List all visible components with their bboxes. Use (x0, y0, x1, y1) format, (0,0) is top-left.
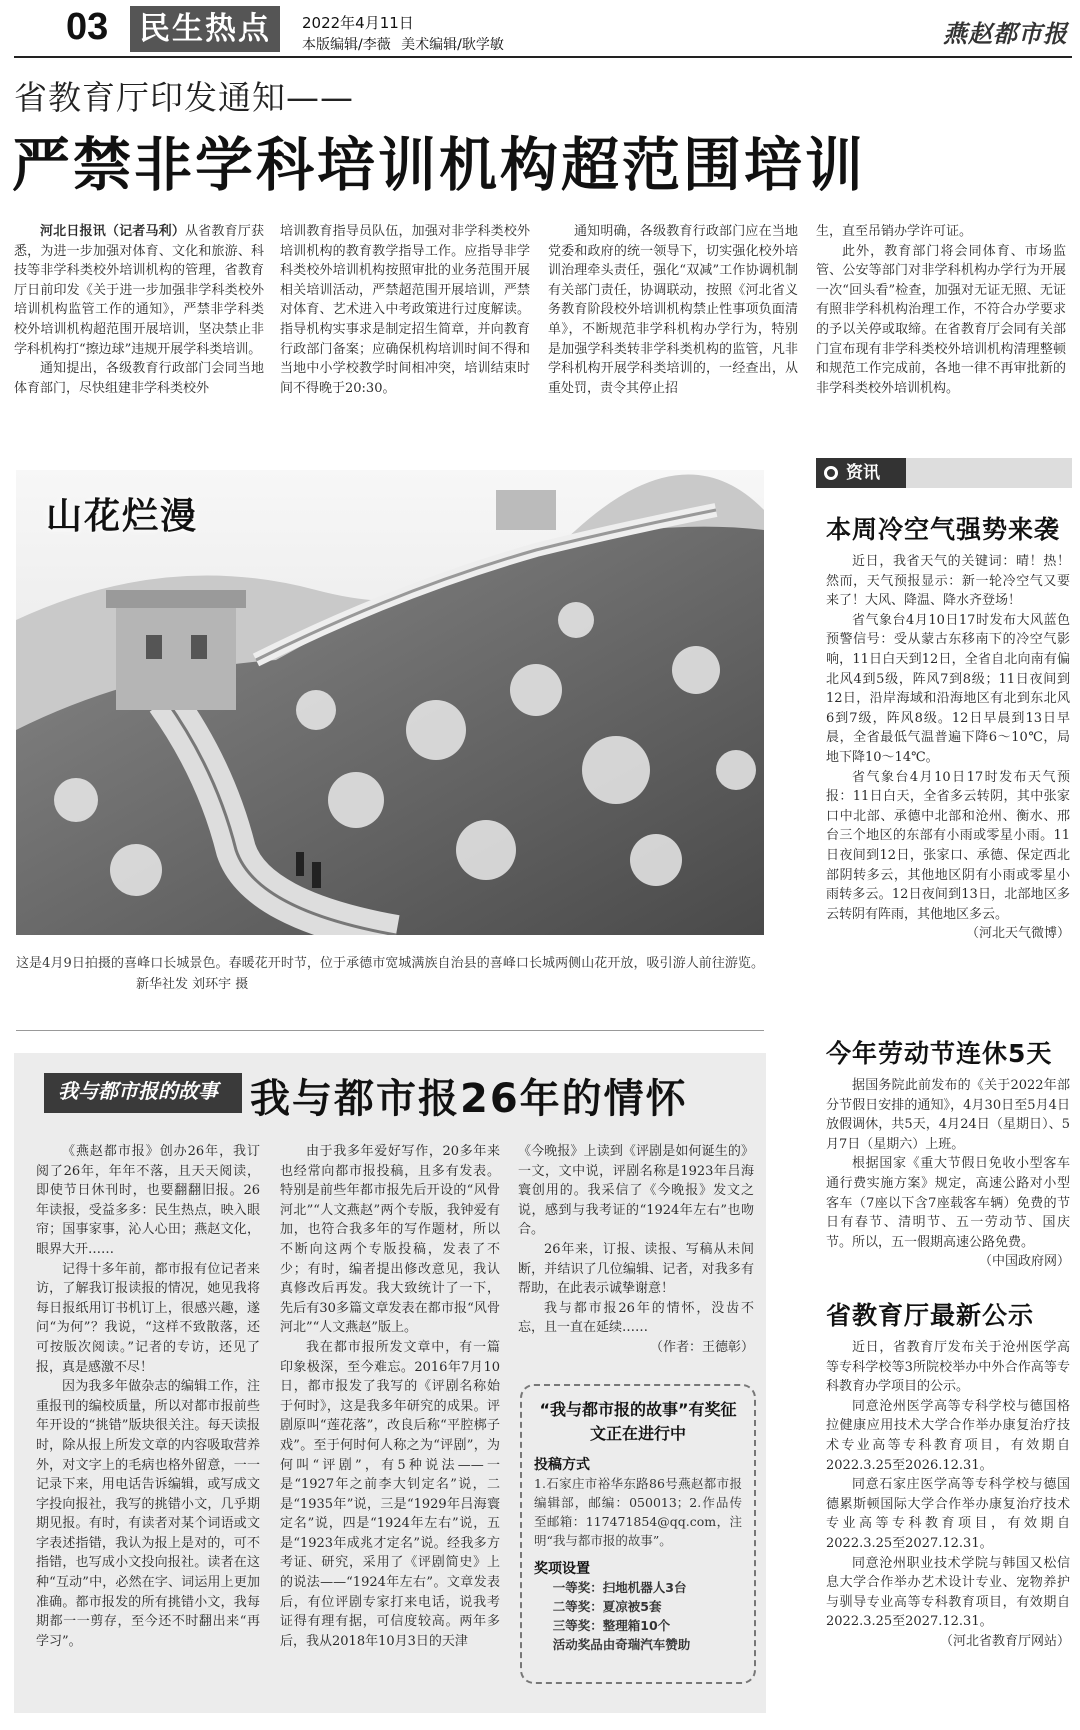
feature-paragraph: 记得十多年前，都市报有位记者来访，了解我订报读报的情况，她见我将每日报纸用订书机订上，很感兴趣，遂问“为何”？我说，“这样不致散落，还可按版次阅读。”记者的专访，还见了报，真是感激不尽！ (36, 1261, 260, 1375)
news-paragraph: 同意沧州职业技术学院与韩国又松信息大学合作举办艺术设计专业、宠物养护与驯导专业高等专科教育项目，有效期自2022.3.25至2027.12.31。 (826, 1555, 1070, 1630)
news-tab-text: 资讯 (846, 463, 880, 483)
section-divider (16, 1030, 764, 1031)
contest-prize: 一等奖：扫地机器人3台 (552, 1580, 687, 1595)
feature-paragraph: 《燕赵都市报》创办26年，我订阅了26年，年年不落，且天天阅读，即使节日休刊时，也要翻翻旧报。26年读报，受益多多：民生热点，映入眼帘；国事家事，沁人心田；燕赵文化，眼界大开…… (36, 1144, 260, 1257)
great-wall-photo (16, 470, 764, 935)
news-source: （河北省教育厅网站） (939, 1633, 1070, 1649)
contest-sponsor: 活动奖品由奇瑞汽车赞助 (552, 1637, 691, 1652)
feature-paragraph: 我与都市报26年的情怀，没齿不忘，且一直在延续…… (518, 1300, 754, 1336)
news-headline: 省教育厅最新公示 (826, 1301, 1035, 1330)
news-body (826, 552, 1070, 944)
lead-paragraph: 通知明确，各级教育行政部门应在当地党委和政府的统一领导下，切实强化校外培训治理牵头责任，强化“双减”工作协调机制有关部门责任，协调联动，按照《河北省义务教育阶段校外培训机构禁止性事项负面清单》，不断规范非学科机构办学行为，特别是加强学科类转非学科类机构的监管，凡非学科机构开展学科类培训的，一经查出，从重处罚，责令其停止招 (548, 224, 798, 396)
feature-column-1 (36, 1142, 260, 1651)
lead-paragraph: 生，直至吊销办学许可证。 (816, 224, 973, 239)
feature-title: 我与都市报26年的情怀 (250, 1076, 688, 1122)
news-headline: 今年劳动节连休5天 (826, 1039, 1053, 1068)
news-paragraph: 近日，我省天气的关键词：晴！热！然而，天气预报显示：新一轮冷空气又要来了！大风、降温、降水齐登场！ (826, 554, 1070, 609)
circle-icon (824, 466, 838, 480)
lead-paragraph: 通知提出，各级教育行政部门会同当地体育部门，尽快组建非学科类校外 (14, 361, 264, 396)
lead-paragraph: 从省教育厅获悉，为进一步加强对体育、文化和旅游、科技等非学科类校外培训机构的管理，省教育厅日前印发《关于进一步加强非学科类校外培训机构监管工作的通知》，严禁非学科类校外培训机构超范围开展培训，坚决禁止非学科机构打“擦边球”违规开展学科类培训。 (14, 224, 264, 357)
lead-kicker: 省教育厅印发通知—— (14, 78, 354, 117)
feature-column-2 (280, 1142, 500, 1651)
news-body (826, 1076, 1070, 1272)
news-body (826, 1338, 1070, 1652)
news-paragraph: 据国务院此前发布的《关于2022年部分节假日安排的通知》，4月30日至5月4日放假调休，共5天，4月24日（星期日）、5月7日（星期六）上班。 (826, 1078, 1070, 1152)
news-paragraph: 同意石家庄医学高等专科学校与德国德累斯顿国际大学合作举办康复治疗技术专业高等专科教育项目，有效期自2022.3.25至2027.12.31。 (826, 1477, 1070, 1551)
feature-author: （作者：王德彰） (649, 1339, 754, 1355)
feature-column-3 (518, 1142, 754, 1358)
issue-date: 2022年4月11日 (302, 14, 414, 32)
masthead-rule (14, 56, 1072, 58)
badge-prefix: 我与 (58, 1079, 98, 1103)
photo-caption-text: 这是4月9日拍摄的喜峰口长城景色。春暖花开时节，位于承德市宽城满族自治县的喜峰口长城两侧山花开放，吸引游人前往游览。 (16, 956, 764, 971)
section-label: 民生热点 (130, 6, 280, 52)
news-paragraph: 近日，省教育厅发布关于沧州医学高等专科学校等3所院校举办中外合作高等专科教育办学项目的公示。 (826, 1340, 1070, 1395)
contest-prize: 二等奖：夏凉被5套 (552, 1599, 662, 1614)
contest-box (520, 1384, 756, 1684)
badge-suffix: 的故事 (158, 1079, 218, 1103)
news-source: （中国政府网） (978, 1254, 1070, 1270)
news-paragraph: 省气象台4月10日17时发布大风蓝色预警信号：受从蒙古东移南下的冷空气影响，11日白天到12日，全省自北向南有偏北风4到5级，阵风7到8级；11日夜间到12日，沿岸海域和沿海地区有北到东北风6到7级，阵风8级。12日早晨到13日早晨，全省最低气温普遍下降6～10℃，局地下降10～14℃。 (826, 612, 1070, 765)
feature-paragraph: 26年来，订报、读报、写稿从未间断，并结识了几位编辑、记者，对我多有帮助，在此表示诚挚谢意！ (518, 1241, 754, 1297)
feature-paragraph: 《今晚报》上读到《评剧是如何诞生的》一文，文中说，评剧名称是1923年吕海寰创用的。我采信了《今晚报》发文之说，感到与我考证的“1924年左右”也吻合。 (518, 1144, 754, 1238)
newspaper-logo: 燕赵都市报 (943, 19, 1068, 48)
news-source: （河北天气微博） (965, 926, 1070, 942)
lead-headline: 严禁非学科培训机构超范围培训 (12, 131, 867, 199)
feature-paragraph: 因为我多年做杂志的编辑工作，注重报刊的编校质量，所以对都市报前些年开设的“挑错”版块很关注。每天读报时，除从报上所发文章的内容吸取营养外，对文字上的毛病也格外留意，一一记录下来，用电话告诉编辑，或写成文字投向报社，我写的挑错小文，几乎期期见报。有时，有读者对某个词语或文字表述指错，我认为报上是对的，可不指错，也写成小文投向报社。读者在这种“互动”中，必然在字、词运用上更加准确。都市报发的所有挑错小文，我每期都一一剪存，至今还不时翻出来“再学习”。 (36, 1379, 260, 1649)
contest-title: “我与都市报的故事”有奖征文正在进行中 (539, 1400, 737, 1443)
lead-paragraph: 此外，教育部门将会同体育、市场监管、公安等部门对非学科机构办学行为开展一次“回头看”检查，加强对无证无照、无证有照非学科机构治理工作，不符合办学要求的予以关停或取缔。在省教育厅会同有关部门宣布现有非学科类校外培训机构清理整顿和规范工作完成前，各地一律不再审批新的非学科类校外培训机构。 (816, 243, 1066, 396)
contest-prize: 三等奖：整理箱10个 (552, 1618, 671, 1633)
news-tab-label (816, 458, 906, 488)
masthead (0, 0, 1080, 56)
news-paragraph: 同意沧州医学高等专科学校与德国格拉健康应用技术大学合作举办康复治疗技术专业高等专科教育项目，有效期自2022.3.25至2026.12.31。 (826, 1398, 1070, 1473)
photo-credit: 新华社发 刘环宇 摄 (136, 977, 249, 992)
lead-byline: 河北日报讯（记者马利） (40, 224, 186, 239)
feature-paragraph: 我在都市报所发文章中，有一篇印象极深，至今难忘。2016年7月10日，都市报发了我写的《评剧名称始于何时》，这是我多年研究的成果。评剧原叫“莲花落”，改良后称“平腔梆子戏”。至于何时何人称之为“评剧”，为何叫“评剧”，有5种说法——一是“1927年之前李大钊定名”说，二是“1935年”说，三是“1929年吕海寰定名”说，四是“1924年左右”说，五是“1923年成兆才定名”说。经我多方考证、研究，采用了《评剧简史》上的说法——“1924年左右”。文章发表后，有位评剧专家打来电话，说我考证得有理有据，可信度较高。两年多后，我从2018年10月3日的天津 (280, 1339, 500, 1649)
badge-brand: 都市报 (98, 1079, 158, 1103)
feature-paragraph: 由于我多年爱好写作，20多年来也经常向都市报投稿，且多有发表。特别是前些年都市报先后开设的“风骨河北”“人文燕赵”两个专版，我钟爱有加，也符合我多年的写作题材，所以不断向这两个专版投稿，发表了不少；有时，编者提出修改意见，我认真修改后再发。我大致统计了一下，先后有30多篇文章发表在都市报“风骨河北”“人文燕赵”版上。 (280, 1144, 500, 1336)
contest-method-heading: 投稿方式 (534, 1457, 590, 1473)
news-headline: 本周冷空气强势来袭 (826, 515, 1061, 544)
photo-title: 山花烂漫 (46, 496, 199, 537)
lead-column-4 (816, 222, 1066, 398)
lead-column-3 (548, 222, 798, 398)
editors-line: 本版编辑/李薇 美术编辑/耿学敏 (302, 37, 504, 53)
lead-paragraph: 培训教育指导员队伍，加强对非学科类校外培训机构的教育教学指导工作。应指导非学科类校外培训机构按照审批的业务范围开展相关培训活动，严禁超范围开展培训，严禁对体育、艺术进入中考政策进行过度解读。指导机构实事求是制定招生简章，并向教育行政部门备案；应确保机构培训时间不得和当地中小学校教学时间相冲突，培训结束时间不得晚于20:30。 (280, 224, 530, 396)
contest-method-text: 1.石家庄市裕华东路86号燕赵都市报编辑部，邮编：050013；2.作品传至邮箱：117471854@qq.com，注明“我与都市报的故事”。 (534, 1476, 742, 1548)
column-badge (44, 1073, 242, 1113)
news-paragraph: 根据国家《重大节假日免收小型客车通行费实施方案》规定，高速公路对小型客车（7座以下含7座载客车辆）免费的节日有春节、清明节、五一劳动节、国庆节。所以，五一假期高速公路免费。 (826, 1156, 1070, 1250)
lead-column-1 (14, 222, 264, 398)
contest-prize-heading: 奖项设置 (534, 1561, 590, 1577)
page-number: 03 (66, 6, 109, 48)
photo-caption (16, 953, 764, 995)
lead-column-2 (280, 222, 530, 398)
news-paragraph: 省气象台4月10日17时发布天气预报：11日白天，全省多云转阴，其中张家口中北部、承德中北部和沧州、衡水、邢台三个地区的东部有小雨或零星小雨。11日夜间到12日，张家口、承德、保定西北部阴转多云，其他地区阴有小雨或零星小雨转多云。12日夜间到13日，北部地区多云转阴有阵雨，其他地区多云。 (826, 769, 1070, 922)
news-tab (816, 458, 1072, 488)
